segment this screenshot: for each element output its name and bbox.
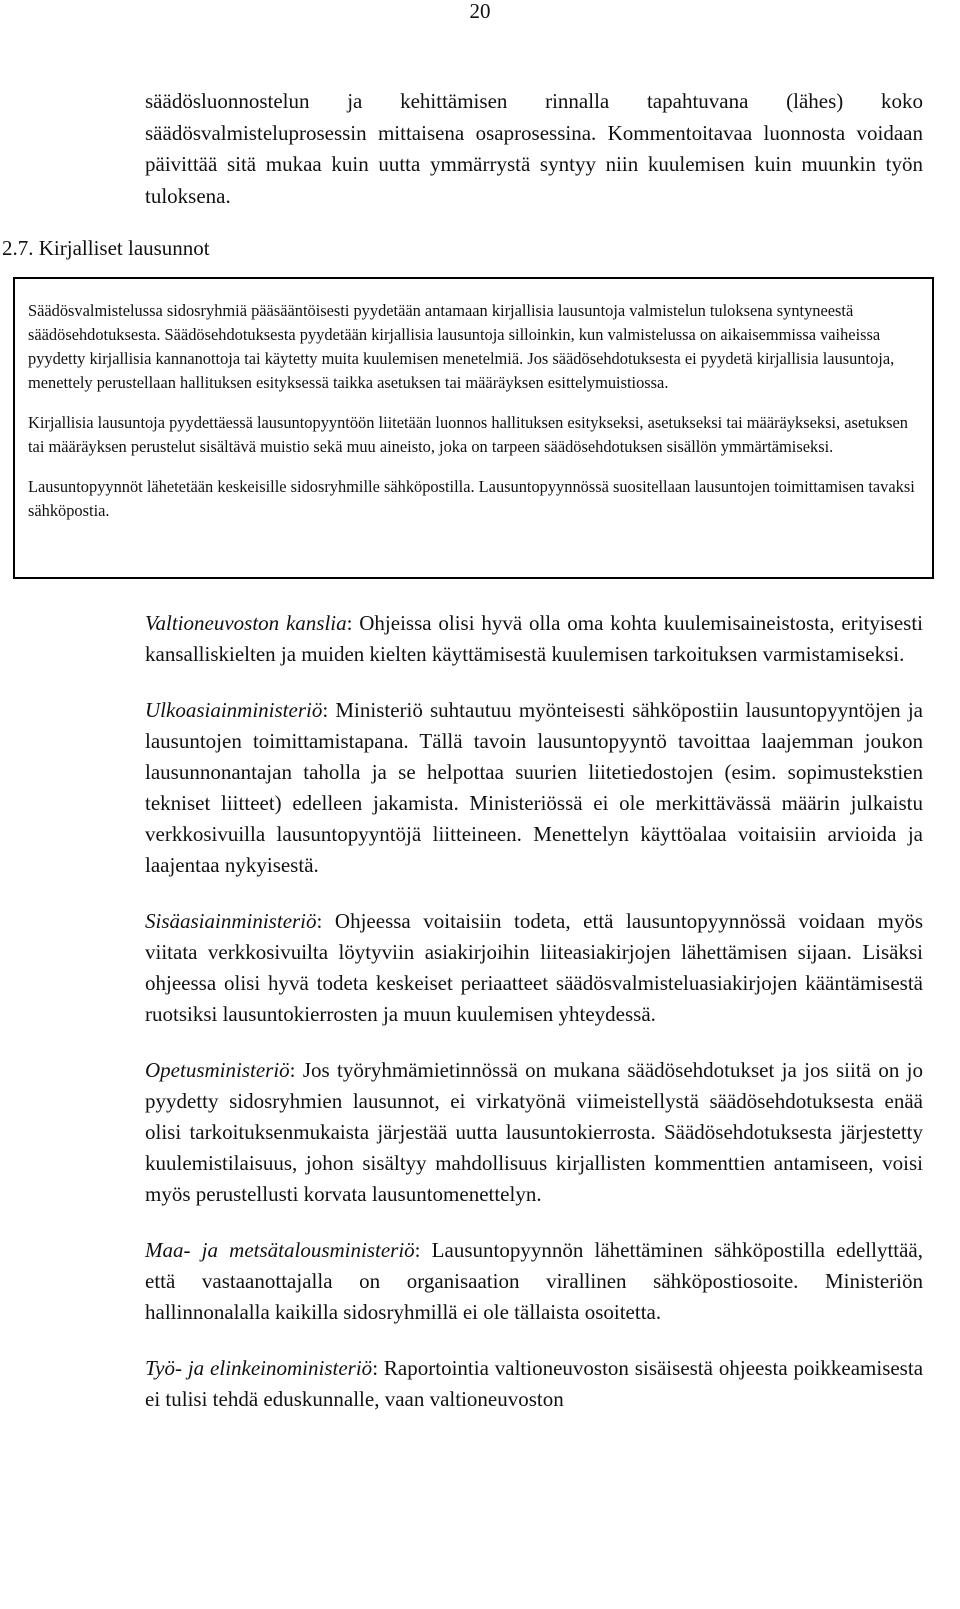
comment-source: Ulkoasiainministeriö <box>145 698 323 722</box>
comment-source: Opetusministeriö <box>145 1058 290 1082</box>
section-number: 2.7. <box>2 236 34 260</box>
comment-text: : Lausuntopyynnön lähettäminen sähköpostilla edellyttää, että vastaanottajalla on organisaation virallinen sähköpostiosoite. Ministeriön hallinnonalalla kaikilla sidosryhmillä ei ole tällaista osoitetta. <box>145 1238 923 1324</box>
box-paragraph: Kirjallisia lausuntoja pyydettäessä lausuntopyyntöön liitetään luonnos hallituksen esitykseksi, asetukseksi tai määräykseksi, asetuksen tai määräyksen perustelut sisältävä muistio sekä muu aineisto, joka on tarpeen säädösehdotuksen sisällön ymmärtämiseksi. <box>28 413 908 456</box>
comment-text: : Ministeriö suhtautuu myönteisesti sähköpostiin lausuntopyyntöjen ja lausuntojen toimittamistapana. Tällä tavoin lausuntopyyntö tavoittaa laajemman joukon lausunnonantajan taholla ja se helpottaa suurien liitetiedostojen (esim. sopimustekstien tekniset liitteet) edelleen jakamista. Ministeriössä ei ole merkittävässä määrin julkaistu verkkosivuilla lausuntopyyntöjä liitteineen. Menettelyn käyttöalaa voitaisiin arvioida ja laajentaa nykyisestä. <box>145 698 923 877</box>
comment-paragraph <box>145 608 923 670</box>
intro-paragraph: säädösluonnostelun ja kehittämisen rinnalla tapahtuvana (lähes) koko säädösvalmisteluprosessin mittaisena osaprosessina. Kommentoitavaa luonnosta voidaan päivittää sitä mukaa kuin uutta ymmärrystä syntyy niin kuulemisen kuin muunkin työn tuloksena. <box>145 89 923 208</box>
section-heading <box>2 234 210 262</box>
box-paragraph: Lausuntopyynnöt lähetetään keskeisille sidosryhmille sähköpostilla. Lausuntopyynnössä suositellaan lausuntojen toimittamisen tavaksi sähköpostia. <box>28 477 915 520</box>
comment-text: : Ohjeessa voitaisiin todeta, että lausuntopyynnössä voidaan myös viitata verkkosivuilta löytyviin asiakirjoihin liiteasiakirjojen lähettämisen sijaan. Lisäksi ohjeessa olisi hyvä todeta keskeiset periaatteet säädösvalmisteluasiakirjojen kääntämisestä ruotsiksi lausuntokierrosten ja muun kuulemisen yhteydessä. <box>145 909 923 1026</box>
section-title: Kirjalliset lausunnot <box>38 236 210 260</box>
comments-section <box>145 608 923 1440</box>
comment-paragraph <box>145 1235 923 1328</box>
comment-source: Sisäasiainministeriö <box>145 909 317 933</box>
comment-text: : Jos työryhmämietinnössä on mukana säädösehdotukset ja jos siitä on jo pyydetty sidosryhmien lausunnot, ei virkatyönä viimeistellystä säädösehdotuksesta enää olisi tarkoituksenmukaista järjestää uutta lausuntokierrosta. Säädösehdotuksesta järjestetty kuulemistilaisuus, johon sisältyy mahdollisuus kirjallisten kommenttien antamiseen, voisi myös perustellusti korvata lausuntomenettelyn. <box>145 1058 923 1206</box>
comment-paragraph <box>145 906 923 1030</box>
comment-source: Maa- ja metsätalousministeriö <box>145 1238 415 1262</box>
comment-source: Työ- ja elinkeinoministeriö <box>145 1356 373 1380</box>
guideline-box <box>13 277 934 579</box>
comment-source: Valtioneuvoston kanslia <box>145 611 347 635</box>
comment-paragraph <box>145 695 923 881</box>
comment-paragraph <box>145 1055 923 1210</box>
page-number: 20 <box>469 0 491 23</box>
box-paragraph: Säädösvalmistelussa sidosryhmiä pääsääntöisesti pyydetään antamaan kirjallisia lausuntoja valmistelun tuloksena syntyneestä säädösehdotuksesta. Säädösehdotuksesta pyydetään kirjallisia lausuntoja silloinkin, kun valmistelussa on aikaisemmissa vaiheissa pyydetty kirjallisia kannanottoja tai käytetty muita kuulemisen menetelmiä. Jos säädösehdotuksesta ei pyydetä kirjallisia lausuntoja, menettely perustellaan hallituksen esityksessä taikka asetuksen tai määräyksen esittelymuistiossa. <box>28 301 895 392</box>
comment-text: : Raportointia valtioneuvoston sisäisestä ohjeesta poikkeamisesta ei tulisi tehdä eduskunnalle, vaan valtioneuvoston <box>145 1356 924 1411</box>
comment-text: : Ohjeissa olisi hyvä olla oma kohta kuulemisaineistosta, erityisesti kansalliskielten ja muiden kielten käyttämisestä kuulemisen tarkoituksen varmistamiseksi. <box>145 611 923 666</box>
comment-paragraph <box>145 1353 923 1415</box>
